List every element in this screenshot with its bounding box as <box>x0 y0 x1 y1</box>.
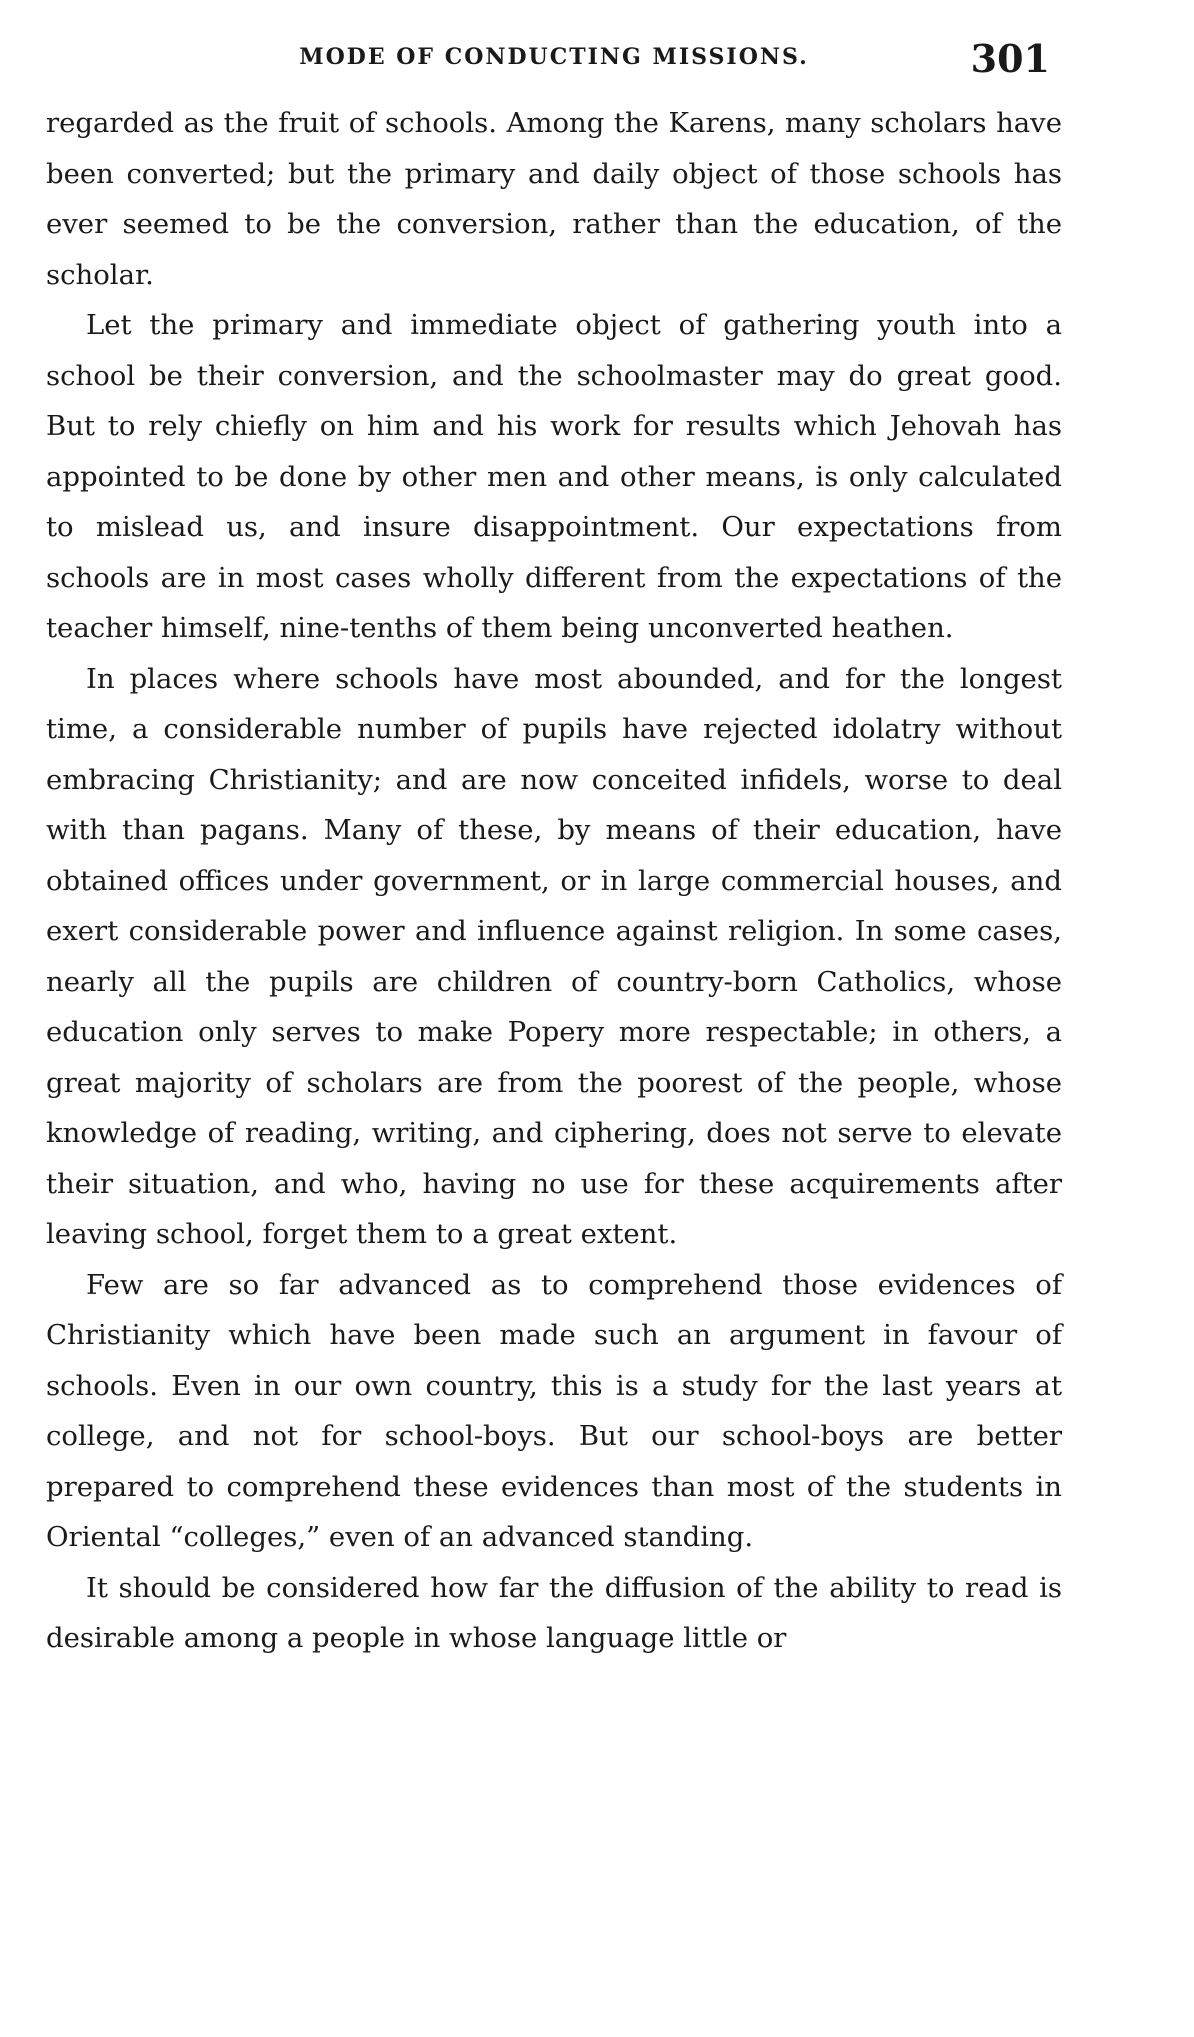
paragraph: It should be considered how far the diffusion of the ability to read is desirable among a people in whose language little or <box>46 1571 1062 1654</box>
paragraph: Let the primary and immediate object of gathering youth into a school be their conversion, and the schoolmaster may do great good. But to rely chiefly on him and his work for results which Jehovah has appointed to be done by other men and other means, is only calculated to mislead us, and insure disappointment. Our expectations from schools are in most cases wholly different from the expectations of the teacher himself, nine-tenths of them being unconverted heathen. <box>46 309 1062 644</box>
paragraph: In places where schools have most abounded, and for the longest time, a considerable number of pupils have rejected idolatry without embracing Christianity; and are now conceited infidels, worse to deal with than pagans. Many of these, by means of their education, have obtained offices under government, or in large commercial houses, and exert considerable power and influence against religion. In some cases, nearly all the pupils are children of country-born Catholics, whose education only serves to make Popery more respectable; in others, a great majority of scholars are from the poorest of the people, whose knowledge of reading, writing, and ciphering, does not serve to elevate their situation, and who, having no use for these acquirements after leaving school, forget them to a great extent. <box>46 662 1062 1250</box>
running-head <box>48 36 1060 80</box>
paragraph: Few are so far advanced as to comprehend those evidences of Christianity which have been made such an argument in favour of schools. Even in our own country, this is a study for the last years at college, and not for school-boys. But our school-boys are better prepared to comprehend these evidences than most of the students in Oriental “colleges,” even of an advanced standing. <box>46 1268 1062 1553</box>
paragraph-continued: regarded as the fruit of schools. Among the Karens, many scholars have been converted; but the primary and daily object of those schools has ever seemed to be the conversion, rather than the education, of the scholar. <box>46 107 1062 291</box>
body-text <box>46 98 1062 1664</box>
running-title: MODE OF CONDUCTING MISSIONS. <box>299 44 809 70</box>
page-number: 301 <box>970 36 1050 81</box>
